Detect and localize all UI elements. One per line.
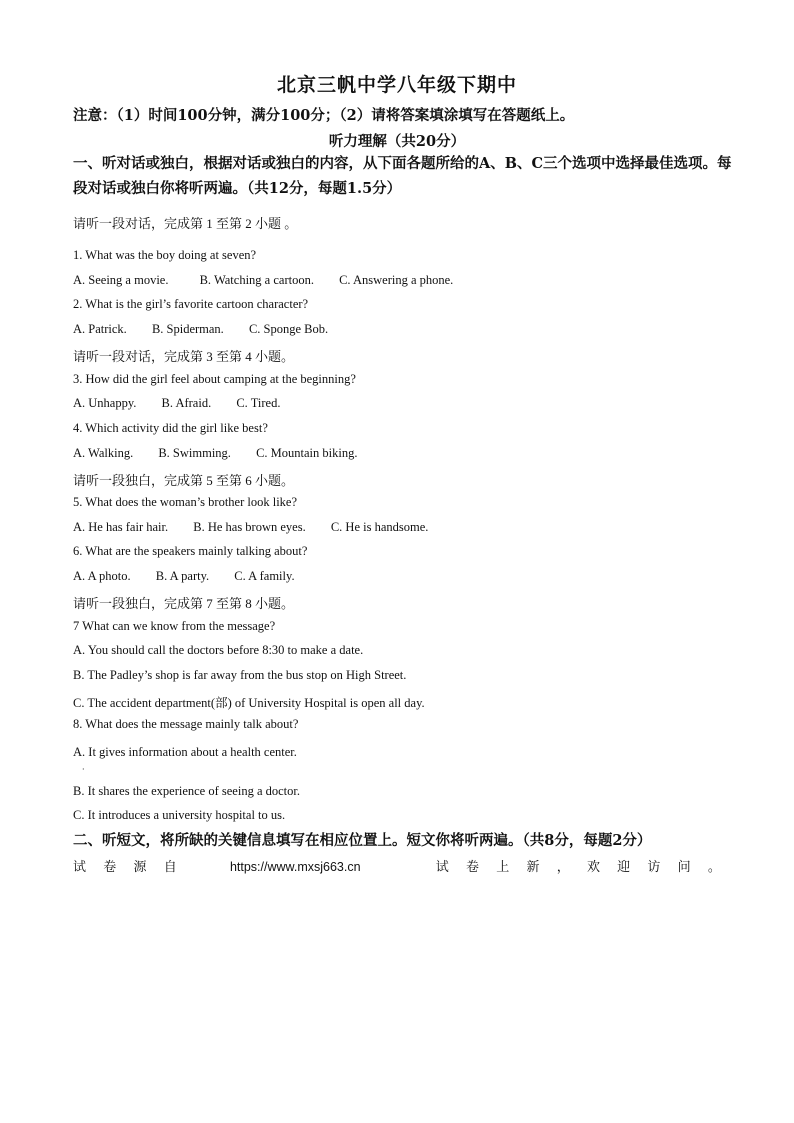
stray-mark: · — [82, 765, 85, 774]
page-title: 北京三帆中学八年级下期中 — [276, 74, 517, 96]
footer-char: 迎 — [617, 860, 631, 875]
option-a[interactable]: A. He has fair hair. — [73, 520, 169, 534]
option-a[interactable]: A. Walking. — [73, 446, 134, 460]
footer-char: 自 — [163, 860, 177, 875]
option-b[interactable]: B. Watching a cartoon. — [199, 273, 314, 287]
option-c[interactable]: C. A family. — [234, 569, 295, 583]
footer-char: 上 — [496, 860, 510, 875]
section-two-heading: 二、听短文，将所缺的关键信息填写在相应位置上。短文你将听两遍。（共8分，每题2分） — [73, 832, 652, 849]
question-1: 1. What was the boy doing at seven? — [73, 248, 257, 262]
question-6: 6. What are the speakers mainly talking about? — [73, 544, 308, 558]
listening-heading: 听力理解（共20分） — [328, 133, 466, 150]
question-4: 4. Which activity did the girl like best? — [73, 421, 268, 435]
footer-char: 试 — [73, 860, 87, 875]
footer-char: 卷 — [466, 860, 480, 875]
question-8-option-a[interactable]: A. It gives information about a health center. — [73, 745, 297, 759]
question-1-options — [73, 273, 453, 288]
option-b[interactable]: B. Afraid. — [161, 396, 212, 410]
option-c[interactable]: C. Answering a phone. — [339, 273, 454, 287]
question-8-option-c[interactable]: C. It introduces a university hospital to us. — [73, 808, 286, 822]
option-c[interactable]: C. Mountain biking. — [256, 446, 358, 460]
question-6-options — [73, 569, 295, 584]
question-8: 8. What does the message mainly talk about? — [73, 717, 299, 731]
instruction-1: 请听一段对话，完成第 1 至第 2 小题 。 — [73, 216, 298, 231]
option-b[interactable]: B. Spiderman. — [151, 322, 224, 336]
instruction-4: 请听一段独白，完成第 7 至第 8 小题。 — [73, 596, 295, 611]
footer-char: 问 — [677, 860, 691, 875]
source-url-link[interactable]: https://www.mxsj663.cn — [229, 860, 361, 874]
option-b[interactable]: B. Swimming. — [158, 446, 231, 460]
question-7-option-a[interactable]: A. You should call the doctors before 8:30 to make a date. — [73, 643, 364, 657]
option-b[interactable]: B. He has brown eyes. — [193, 520, 306, 534]
instruction-3: 请听一段独白，完成第 5 至第 6 小题。 — [73, 473, 295, 488]
option-b[interactable]: B. A party. — [155, 569, 210, 583]
question-2-options — [73, 322, 328, 337]
question-7-option-b[interactable]: B. The Padley’s shop is far away from the bus stop on High Street. — [73, 668, 407, 682]
question-3-options — [73, 396, 280, 411]
option-c[interactable]: C. He is handsome. — [330, 520, 429, 534]
question-2: 2. What is the girl’s favorite cartoon character? — [73, 297, 309, 311]
question-7: 7 What can we know from the message? — [73, 619, 276, 633]
question-3: 3. How did the girl feel about camping at the beginning? — [73, 372, 356, 386]
question-5-options — [73, 520, 428, 535]
footer-char: 访 — [647, 860, 661, 875]
footer-char: 试 — [435, 860, 449, 875]
question-4-options — [73, 446, 357, 461]
instruction-2: 请听一段对话，完成第 3 至第 4 小题。 — [73, 349, 295, 364]
footer-char: 。 — [707, 860, 721, 875]
option-a[interactable]: A. A photo. — [73, 569, 131, 583]
question-7-option-c[interactable]: C. The accident department(部) of University Hospital is open all day. — [73, 696, 425, 710]
option-c[interactable]: C. Tired. — [236, 396, 281, 410]
question-8-option-b[interactable]: B. It shares the experience of seeing a doctor. — [73, 784, 300, 798]
footer-char: 卷 — [103, 860, 117, 875]
option-a[interactable]: A. Unhappy. — [73, 396, 137, 410]
exam-notice: 注意：（1）时间100分钟，满分100分；（2）请将答案填涂填写在答题纸上。 — [73, 107, 575, 124]
option-a[interactable]: A. Seeing a movie. — [73, 273, 169, 287]
source-footer — [73, 856, 721, 875]
option-a[interactable]: A. Patrick. — [73, 322, 127, 336]
question-5: 5. What does the woman’s brother look like? — [73, 495, 298, 509]
option-c[interactable]: C. Sponge Bob. — [248, 322, 329, 336]
footer-char: ， — [556, 860, 570, 875]
footer-char: 欢 — [586, 860, 600, 875]
footer-char: 源 — [133, 860, 147, 875]
section-one-heading: 一、听对话或独白，根据对话或独白的内容，从下面各题所给的A、B、C三个选项中选择最佳选项。每段对话或独白你将听两遍。（共12分，每题1.5分） — [73, 155, 732, 197]
footer-char: 新 — [526, 860, 540, 875]
